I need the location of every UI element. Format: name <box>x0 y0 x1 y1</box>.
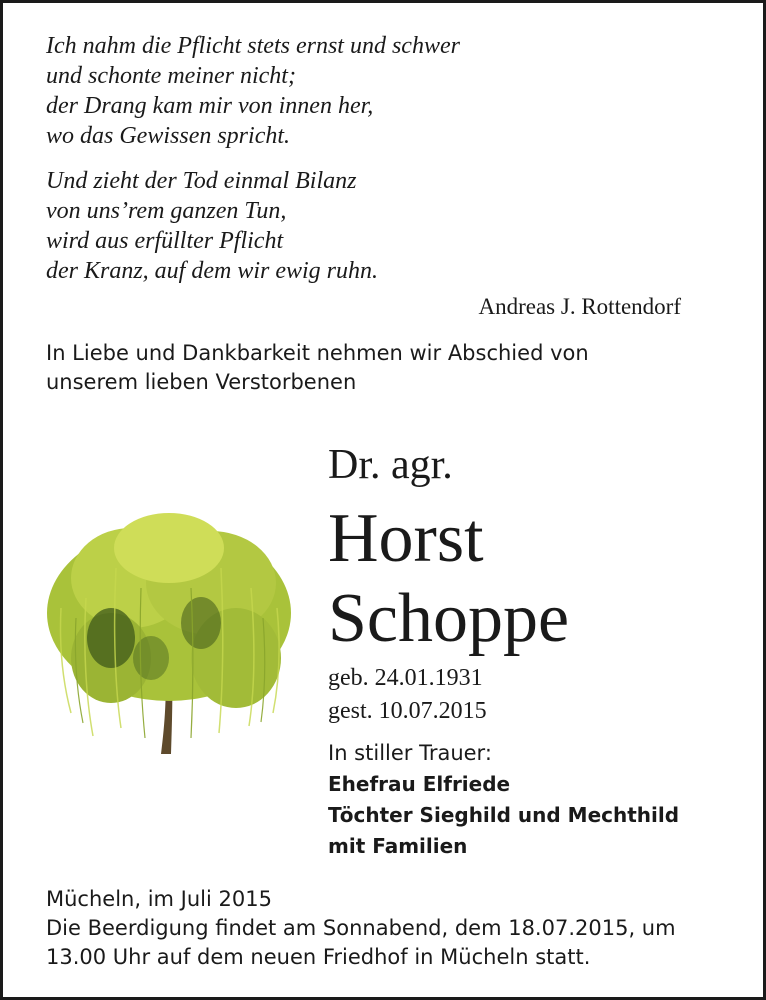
willow-tree-icon <box>41 508 297 760</box>
mourner-name: Töchter Sieghild und Mechthild <box>328 803 680 827</box>
mourners-heading: In stiller Trauer: <box>328 741 492 765</box>
funeral-details: Die Beerdigung findet am Sonnabend, dem 18.07.2015, um <box>46 916 676 940</box>
place-date: Mücheln, im Juli 2015 <box>46 887 272 911</box>
poem-line: wo das Gewissen spricht. <box>46 123 291 149</box>
deceased-first-name: Horst <box>328 500 484 577</box>
mourner-name: Ehefrau Elfriede <box>328 772 511 796</box>
poem-line: von uns’rem ganzen Tun, <box>46 198 287 224</box>
poem-line: Ich nahm die Pflicht stets ernst und schwer <box>46 33 460 59</box>
death-date: gest. 10.07.2015 <box>328 698 487 724</box>
poem-stanza-1 <box>46 31 460 151</box>
funeral-details: 13.00 Uhr auf dem neuen Friedhof in Mücheln statt. <box>46 945 591 969</box>
poem-stanza-2 <box>46 166 460 286</box>
birth-date: geb. 24.01.1931 <box>328 665 483 691</box>
deceased-last-name: Schoppe <box>328 580 570 657</box>
poem-line: wird aus erfüllter Pflicht <box>46 228 284 254</box>
poem-line: der Kranz, auf dem wir ewig ruhn. <box>46 258 379 284</box>
mourner-name: mit Familien <box>328 834 468 858</box>
intro-line: In Liebe und Dankbarkeit nehmen wir Abschied von <box>46 341 589 365</box>
deceased-name <box>328 499 569 659</box>
intro-text <box>46 339 589 397</box>
life-dates <box>328 662 487 728</box>
poem <box>46 31 460 286</box>
intro-line: unserem lieben Verstorbenen <box>46 370 357 394</box>
poem-line: der Drang kam mir von innen her, <box>46 93 374 119</box>
deceased-title: Dr. agr. <box>328 442 453 488</box>
poem-line: und schonte meiner nicht; <box>46 63 296 89</box>
poem-line: Und zieht der Tod einmal Bilanz <box>46 168 357 194</box>
funeral-info <box>46 885 676 972</box>
mourners <box>328 738 679 862</box>
poem-author: Andreas J. Rottendorf <box>478 294 681 319</box>
